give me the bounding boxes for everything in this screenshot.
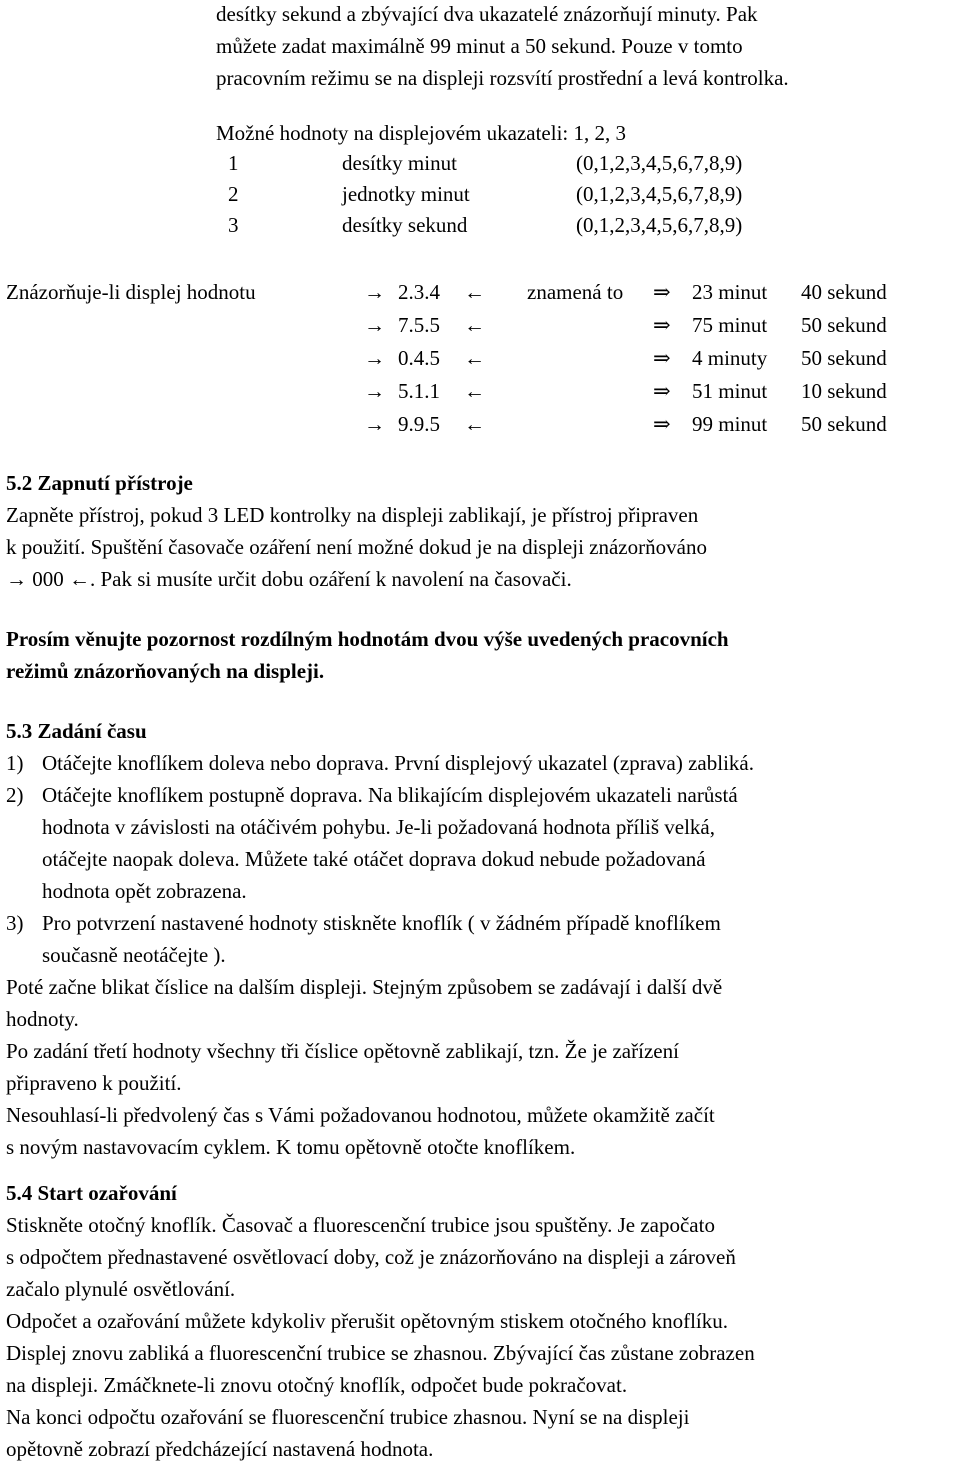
section-power-on <box>6 467 956 595</box>
paragraph-line: připraveno k použití. <box>6 1071 182 1095</box>
example-row <box>0 342 960 375</box>
display-examples-table <box>0 276 960 441</box>
arrow-right-icon: → <box>364 379 385 403</box>
intro-paragraph <box>216 0 936 94</box>
indicator-name: desítky sekund <box>342 213 468 237</box>
section-time-entry <box>6 715 956 1163</box>
step-line: Otáčejte knoflíkem doleva nebo doprava. První displejový ukazatel (zprava) zabliká. <box>42 751 754 775</box>
notice-line: režimů znázorňovaných na displeji. <box>6 659 325 683</box>
step-marker: 1) <box>6 751 24 775</box>
paragraph-line: Poté začne blikat číslice na dalším displeji. Stejným způsobem se zadávají i další dvě <box>6 975 723 999</box>
notice-line: Prosím věnujte pozornost rozdílným hodnotám dvou výše uvedených pracovních <box>6 627 729 651</box>
arrow-right-icon: → <box>364 280 385 304</box>
indicator-number: 3 <box>228 213 239 237</box>
example-row <box>0 408 960 441</box>
indicator-range: (0,1,2,3,4,5,6,7,8,9) <box>576 182 743 206</box>
notice-paragraph <box>6 623 956 687</box>
arrow-right-icon: → <box>364 313 385 337</box>
implies-arrow-icon: ⇒ <box>653 346 671 370</box>
paragraph-line: začalo plynulé osvětlování. <box>6 1277 236 1301</box>
implies-arrow-icon: ⇒ <box>653 412 671 436</box>
paragraph-line: Zapněte přístroj, pokud 3 LED kontrolky na displeji zablikají, je přístroj připraven <box>6 503 699 527</box>
paragraph-line: s odpočtem přednastavené osvětlovací doby, což je znázorňováno na displeji a zároveň <box>6 1245 736 1269</box>
indicator-number: 2 <box>228 182 239 206</box>
step-item <box>6 747 956 779</box>
section-heading: 5.2 Zapnutí přístroje <box>6 471 193 495</box>
paragraph-line: hodnoty. <box>6 1007 79 1031</box>
step-line: Otáčejte knoflíkem postupně doprava. Na blikajícím displejovém ukazateli narůstá <box>42 783 738 807</box>
indicator-row <box>216 147 856 178</box>
paragraph-line: Stiskněte otočný knoflík. Časovač a fluorescenční trubice jsou spuštěny. Je započato <box>6 1213 715 1237</box>
example-row <box>0 375 960 408</box>
intro-line: můžete zadat maximálně 99 minut a 50 sekund. Pouze v tomto <box>216 34 743 58</box>
paragraph-line: Nesouhlasí-li předvolený čas s Vámi požadovanou hodnotou, můžete okamžitě začít <box>6 1103 715 1127</box>
display-code: 7.5.5 <box>398 313 440 337</box>
example-row <box>0 309 960 342</box>
paragraph-line: Na konci odpočtu ozařování se fluorescenční trubice zhasnou. Nyní se na displeji <box>6 1405 690 1429</box>
step-line: současně neotáčejte ). <box>42 943 226 967</box>
paragraph-line: Odpočet a ozařování můžete kdykoliv přerušit opětovným stiskem otočného knoflíku. <box>6 1309 728 1333</box>
implies-arrow-icon: ⇒ <box>653 313 671 337</box>
arrow-left-icon: ← <box>464 346 485 370</box>
indicator-title: Možné hodnoty na displejovém ukazateli: 1, 2, 3 <box>216 121 626 145</box>
display-code: 2.3.4 <box>398 280 440 304</box>
arrow-left-icon: ← <box>464 412 485 436</box>
example-seconds: 40 sekund <box>801 280 887 304</box>
example-seconds: 10 sekund <box>801 379 887 403</box>
indicator-number: 1 <box>228 151 239 175</box>
step-line: hodnota v závislosti na otáčivém pohybu. Je-li požadovaná hodnota příliš velká, <box>42 815 716 839</box>
paragraph-line: na displeji. Zmáčknete-li znovu otočný knoflík, odpočet bude pokračovat. <box>6 1373 628 1397</box>
indicator-row <box>216 209 856 240</box>
example-minutes: 23 minut <box>692 280 768 304</box>
examples-means-text: znamená to <box>527 280 624 304</box>
step-line: Pro potvrzení nastavené hodnoty stiskněte knoflík ( v žádném případě knoflíkem <box>42 911 721 935</box>
paragraph-line: s novým nastavovacím cyklem. K tomu opětovně otočte knoflíkem. <box>6 1135 576 1159</box>
step-item <box>6 907 956 971</box>
intro-line: pracovním režimu se na displeji rozsvítí prostřední a levá kontrolka. <box>216 66 789 90</box>
paragraph-line: opětovně zobrazí předcházející nastavená hodnota. <box>6 1437 434 1461</box>
display-code: 5.1.1 <box>398 379 440 403</box>
implies-arrow-icon: ⇒ <box>653 280 671 304</box>
step-line: otáčejte naopak doleva. Můžete také otáčet doprava dokud nebude požadovaná <box>42 847 706 871</box>
paragraph-line: Po zadání třetí hodnoty všechny tři číslice opětovně zablikají, tzn. Že je zařízení <box>6 1039 679 1063</box>
arrow-right-icon: → <box>364 412 385 436</box>
example-row <box>0 276 960 309</box>
paragraph-line: → 000 ←. Pak si musíte určit dobu ozáření k navolení na časovači. <box>6 567 572 591</box>
paragraph-line: k použití. Spuštění časovače ozáření není možné dokud je na displeji znázorňováno <box>6 535 707 559</box>
arrow-left-icon: ← <box>464 313 485 337</box>
example-seconds: 50 sekund <box>801 313 887 337</box>
intro-line: desítky sekund a zbývající dva ukazatelé znázorňují minuty. Pak <box>216 2 758 26</box>
example-seconds: 50 sekund <box>801 346 887 370</box>
section-heading: 5.4 Start ozařování <box>6 1181 177 1205</box>
section-heading: 5.3 Zadání času <box>6 719 147 743</box>
implies-arrow-icon: ⇒ <box>653 379 671 403</box>
arrow-left-icon: ← <box>464 379 485 403</box>
example-minutes: 99 minut <box>692 412 768 436</box>
indicator-name: desítky minut <box>342 151 457 175</box>
indicator-row <box>216 178 856 209</box>
indicator-name: jednotky minut <box>342 182 470 206</box>
step-marker: 3) <box>6 911 24 935</box>
display-code: 0.4.5 <box>398 346 440 370</box>
example-minutes: 4 minuty <box>692 346 768 370</box>
indicator-range: (0,1,2,3,4,5,6,7,8,9) <box>576 151 743 175</box>
section-start-irradiation <box>6 1177 956 1465</box>
arrow-left-icon: ← <box>464 280 485 304</box>
step-item <box>6 779 956 907</box>
examples-lead-text: Znázorňuje-li displej hodnotu <box>6 280 256 304</box>
step-marker: 2) <box>6 783 24 807</box>
arrow-right-icon: → <box>364 346 385 370</box>
indicator-range: (0,1,2,3,4,5,6,7,8,9) <box>576 213 743 237</box>
display-code: 9.9.5 <box>398 412 440 436</box>
step-line: hodnota opět zobrazena. <box>42 879 247 903</box>
example-seconds: 50 sekund <box>801 412 887 436</box>
example-minutes: 75 minut <box>692 313 768 337</box>
paragraph-line: Displej znovu zabliká a fluorescenční trubice se zhasnou. Zbývající čas zůstane zobrazen <box>6 1341 755 1365</box>
example-minutes: 51 minut <box>692 379 768 403</box>
indicator-values-table <box>216 117 856 240</box>
